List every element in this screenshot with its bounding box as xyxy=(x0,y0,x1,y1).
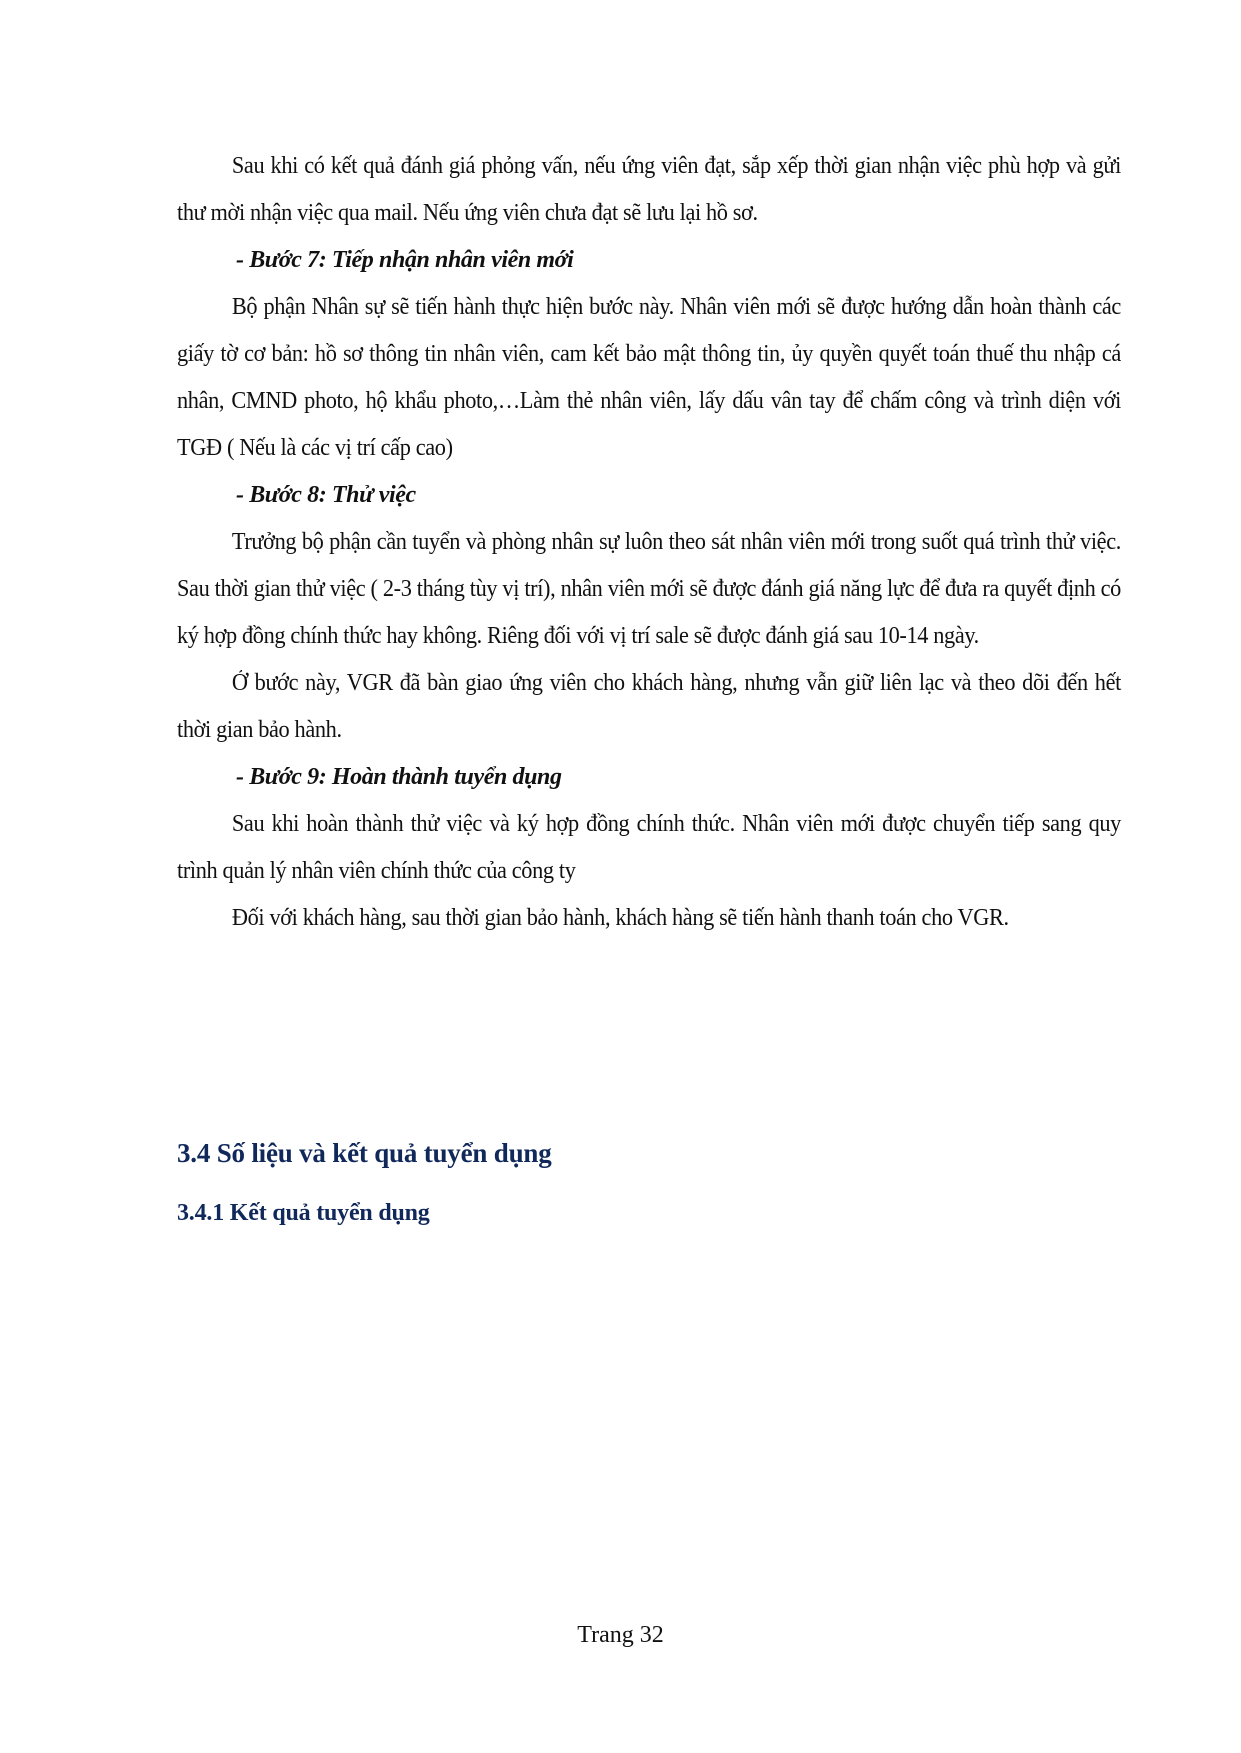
step-9-note: Đối với khách hàng, sau thời gian bảo hành, khách hàng sẽ tiến hành thanh toán cho VGR. xyxy=(231,905,1009,931)
step-8-note: Ở bước này, VGR đã bàn giao ứng viên cho khách hàng, nhưng vẫn giữ liên lạc và theo dõi đến hết thời gian bảo hành. xyxy=(177,670,1121,743)
paragraph-interview-result: Sau khi có kết quả đánh giá phỏng vấn, nếu ứng viên đạt, sắp xếp thời gian nhận việc phù hợp và gửi thư mời nhận việc qua mail. Nếu ứng viên chưa đạt sẽ lưu lại hồ sơ. xyxy=(177,153,1121,226)
step-9-heading: - Bước 9: Hoàn thành tuyển dụng xyxy=(236,764,562,790)
step-8-heading: - Bước 8: Thử việc xyxy=(236,482,416,508)
step-8-body: Trưởng bộ phận cần tuyển và phòng nhân sự luôn theo sát nhân viên mới trong suốt quá trình thử việc. Sau thời gian thử việc ( 2-3 tháng tùy vị trí), nhân viên mới sẽ được đánh giá năng lực để đưa ra quyết định có ký hợp đồng chính thức hay không. Riêng đối với vị trí sale sẽ được đánh giá sau 10-14 ngày. xyxy=(177,529,1121,649)
step-7-heading: - Bước 7: Tiếp nhận nhân viên mới xyxy=(236,247,574,273)
section-heading: 3.4 Số liệu và kết quả tuyển dụng xyxy=(177,1138,552,1168)
step-7-body: Bộ phận Nhân sự sẽ tiến hành thực hiện bước này. Nhân viên mới sẽ được hướng dẫn hoàn thành các giấy tờ cơ bản: hồ sơ thông tin nhân viên, cam kết bảo mật thông tin, ủy quyền quyết toán thuế thu nhập cá nhân, CMND photo, hộ khẩu photo,…Làm thẻ nhân viên, lấy dấu vân tay để chấm công và trình diện với TGĐ ( Nếu là các vị trí cấp cao) xyxy=(177,294,1121,461)
page-body xyxy=(177,143,1121,942)
step-9-body: Sau khi hoàn thành thử việc và ký hợp đồng chính thức. Nhân viên mới được chuyển tiếp sang quy trình quản lý nhân viên chính thức của công ty xyxy=(177,811,1121,884)
page-number: Trang 32 xyxy=(577,1622,664,1648)
subsection-heading: 3.4.1 Kết quả tuyển dụng xyxy=(177,1200,430,1226)
